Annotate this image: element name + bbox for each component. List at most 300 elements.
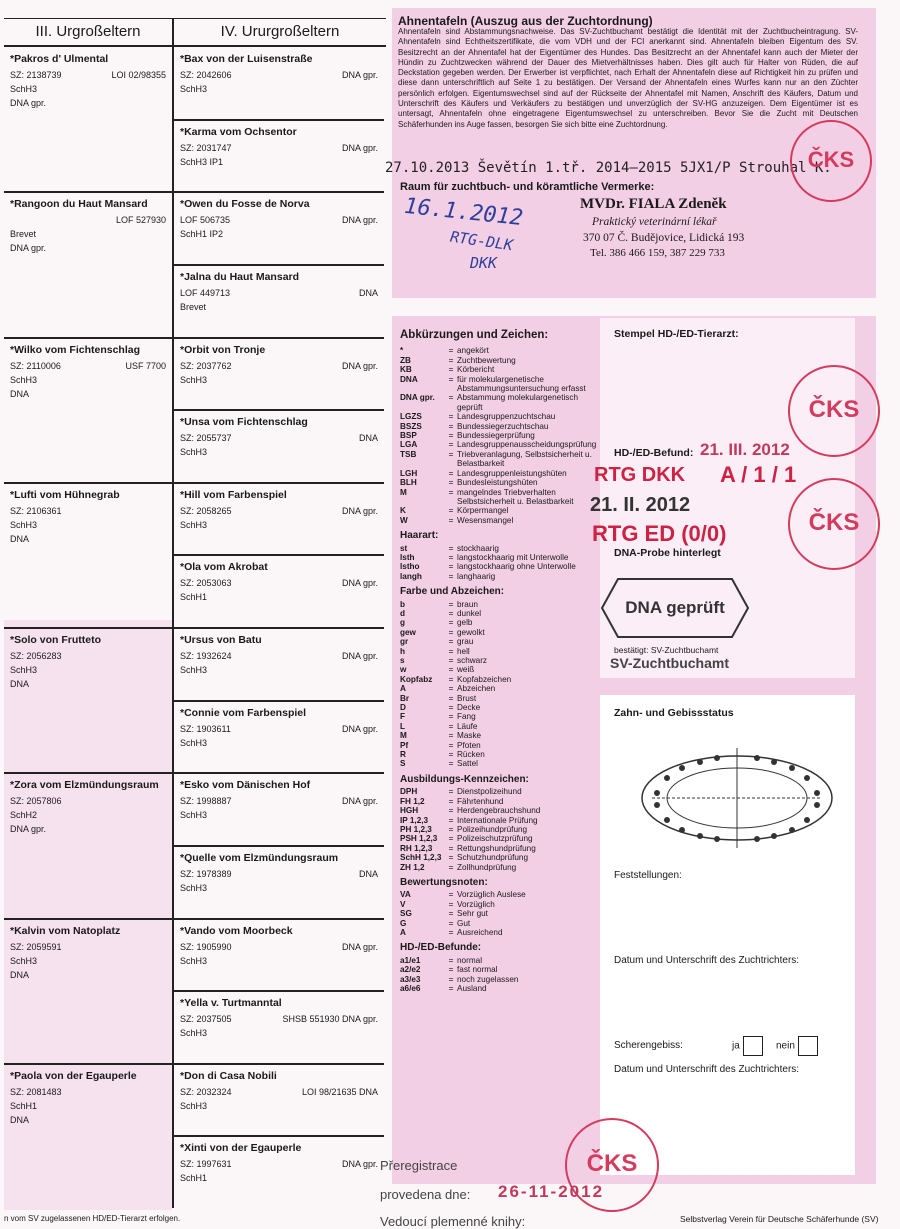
farbe-value: Sattel [457, 759, 478, 769]
hd-equals: = [448, 965, 454, 975]
haar-key: langh [400, 571, 422, 581]
bew-equals: = [448, 918, 454, 928]
farbe-value: Pfoten [457, 740, 481, 750]
gen3-divider [4, 772, 172, 774]
abbr-equals: = [448, 468, 454, 478]
haar-value: stockhaarig [457, 543, 499, 553]
ausb-row [400, 863, 600, 872]
preregistrace-label: Přeregistrace [380, 1158, 458, 1173]
gen4-entry [174, 922, 384, 995]
abbr-row [400, 506, 600, 515]
gen3-line4: DNA [10, 969, 30, 980]
ausb-equals: = [448, 796, 454, 806]
farbe-value: Maske [457, 731, 482, 741]
gen4-reg: DNA gpr. [341, 723, 378, 734]
hd-value: noch zugelassen [457, 974, 519, 984]
gen4-sz: SZ: 1978389 [180, 868, 232, 879]
gen4-name: *Connie vom Farbenspiel [180, 706, 307, 719]
farbe-key: L [400, 721, 406, 731]
gen3-reg-row [10, 68, 166, 82]
gen4-name: *Ola vom Akrobat [180, 561, 268, 574]
hd-row [400, 965, 600, 974]
gen4-reg: DNA gpr. [341, 941, 378, 952]
gen4-line3: SchH3 [180, 737, 208, 748]
abbr-value: Bundessiegerzuchtschau [457, 421, 549, 431]
ja-checkbox[interactable] [743, 1036, 763, 1056]
ja-label [732, 1036, 763, 1056]
nein-checkbox[interactable] [798, 1036, 818, 1056]
ahnentafeln-text: Ahnentafeln sind Abstammungsnachweise. Das SV-Zuchtbuchamt bestätigt die Identität mit der Zuchtbucheintragung. SV-Ahnentafeln sind Echtheitszertifikate, die vom VDH und der FCI anerkannt sind. Ahnentafeln bleiben Eigentum des SV. Besitzrecht an der Ahnentafel hat der Eigentümer des Hundes. Das Besitzrecht an der Ahnentafel kann auch der Mieter der Hündin zu Zuchtzwecken während der Dauer des Mietverhältnisses haben. Dies gilt auch für Halter von Rüden, die auf Deckstation gegeben werden. Der Erwerber ist verpflichtet, nach Erhalt der Ahnentafeln diese auf Richtigkeit hin zu prüfen und diese dann unterschriftlich auf Seite 1 zu bestätigen. Der Versand der Ahnentafeln eines Wurfes kann nur an den Züchter persönlich erfolgen. Eigentumswechsel sind auf der Rückseite der Ahnentafel mit Namen, Anschrift des Käufers, Datum und Unterschrift des Käufers und Verkäufers zu bestätigen und unverzüglich der SV-HG anzuzeigen. Dem Eigentümer ist es untersagt, Ahnentafeln ohne eingetragene Eigentumswechsel zu unterschreiben. Bevor Sie die Zucht mit Deutschen Schäferhunden ins Auge fassen, besorgen Sie sich bitte eine Zuchtordnung. [398, 27, 858, 129]
abbr-key: DNA [400, 374, 418, 384]
farbe-equals: = [448, 684, 454, 694]
gen4-reg-row [180, 867, 378, 881]
abbr-key: BSZS [400, 421, 422, 431]
gen3-name: *Lufti vom Hühnegrab [10, 488, 120, 501]
farbe-value: Rücken [457, 750, 485, 760]
farbe-value: grau [457, 637, 474, 647]
ausb-key: HGH [400, 806, 419, 816]
gen3-entry [4, 50, 172, 195]
abbr-key: DNA gpr. [400, 393, 435, 403]
gen4-header: IV. Ururgroßeltern [172, 18, 386, 47]
abbr-key: M [400, 487, 407, 497]
farbe-equals: = [448, 712, 454, 722]
farbe-key: g [400, 618, 406, 628]
abbr-equals: = [448, 515, 454, 525]
gen4-divider [174, 1063, 384, 1065]
bew-key: A [400, 927, 406, 937]
farbe-equals: = [448, 750, 454, 760]
haar-row [400, 562, 600, 571]
gen3-reg-row [10, 649, 166, 663]
ausb-row [400, 787, 600, 796]
abbr-equals: = [448, 346, 454, 356]
zahn-label: Zahn- und Gebissstatus [614, 707, 734, 719]
abbr-key: * [400, 346, 404, 356]
abbr-title: Abkürzungen und Zeichen: [400, 329, 549, 341]
gen4-entry [174, 849, 384, 922]
gen4-sz: SZ: 2031747 [180, 142, 232, 153]
ausb-equals: = [448, 824, 454, 834]
handwritten-date: 16.1.2012 [403, 193, 525, 232]
farbe-value: braun [457, 599, 478, 609]
abbr-row [400, 393, 600, 412]
farbe-key: M [400, 731, 407, 741]
abbr-equals: = [448, 374, 454, 384]
ausb-title: Ausbildungs-Kennzeichen: [400, 773, 529, 785]
bew-value: Vorzüglich Auslese [457, 890, 526, 900]
gen4-reg-row [180, 1012, 378, 1026]
abbr-equals: = [448, 365, 454, 375]
gen4-line3: SchH3 IP1 [180, 156, 224, 167]
ausb-equals: = [448, 834, 454, 844]
gen3-name: *Paola von der Egauperle [10, 1069, 137, 1082]
farbe-equals: = [448, 740, 454, 750]
ausb-key: PSH 1,2,3 [400, 834, 438, 844]
haar-key: lstho [400, 562, 420, 572]
gen3-header: III. Urgroßeltern [4, 18, 172, 47]
gen4-line3: SchH3 [180, 374, 208, 385]
vedouci-label: Vedoucí plemenné knihy: [380, 1214, 526, 1229]
ausb-row [400, 816, 600, 825]
ausb-key: FH 1,2 [400, 796, 425, 806]
abbr-equals: = [448, 506, 454, 516]
ausb-equals: = [448, 815, 454, 825]
dna-probe-label: DNA-Probe hinterlegt [614, 547, 721, 559]
farbe-value: schwarz [457, 656, 488, 665]
gen4-name: *Don di Casa Nobili [180, 1069, 277, 1082]
bew-value: Vorzüglich [457, 899, 495, 909]
hd-key: a2/e2 [400, 965, 421, 975]
cks-stamp-bottom-logo: ČKS [586, 1150, 638, 1177]
gen3-sz: SZ: 2056283 [10, 651, 62, 661]
bew-value: Sehr gut [457, 909, 488, 919]
dna-stamp [600, 577, 750, 639]
farbe-key: Kopfabz [400, 674, 433, 684]
gen3-name: *Kalvin vom Natoplatz [10, 924, 121, 937]
ausb-equals: = [448, 806, 454, 816]
ausb-value: Dienstpolizeihund [457, 787, 522, 797]
bew-key: G [400, 918, 407, 928]
gen3-reg-row [10, 504, 166, 518]
gen4-entry [174, 1067, 384, 1140]
farbe-equals: = [448, 721, 454, 731]
gen3-name: *Rangoon du Haut Mansard [10, 198, 148, 211]
gen4-divider [174, 1135, 384, 1137]
ausb-row [400, 853, 600, 862]
gen3-name: *Pakros d' Ulmental [10, 53, 109, 65]
abbr-row [400, 422, 600, 431]
cks-stamp-mid1 [788, 365, 880, 457]
gen4-sz: LOF 506735 [180, 215, 231, 226]
haar-equals: = [448, 562, 454, 572]
teeth-diagram-icon [632, 738, 842, 858]
abbr-key: TSB [400, 449, 417, 459]
gen4-sz: SZ: 1998887 [180, 796, 232, 807]
gen4-divider [174, 337, 384, 339]
gen4-name: *Esko vom Dänischen Hof [180, 779, 311, 792]
ausb-value: Internationale Prüfung [457, 815, 538, 825]
gen3-sz: SZ: 2059591 [10, 941, 62, 952]
gen3-name: *Wilko vom Fichtenschlag [10, 343, 141, 356]
gen4-line3: SchH3 [180, 810, 208, 821]
farbe-row [400, 741, 600, 750]
gen4-sz: SZ: 1997631 [180, 1159, 232, 1170]
haar-key: lsth [400, 552, 415, 562]
gen4-entry [174, 1139, 384, 1212]
gen4-entry [174, 341, 384, 414]
abbr-row [400, 469, 600, 478]
abbr-value: Zuchtbewertung [457, 355, 516, 365]
farbe-value: dunkel [457, 608, 482, 618]
abbr-value: mangelndes Triebverhalten Selbstsicherheit u. Belastbarkeit [457, 487, 574, 506]
haar-row [400, 572, 600, 581]
gen4-divider [174, 627, 384, 629]
gen4-entry [174, 50, 384, 123]
hd-items [400, 956, 600, 994]
gen4-sz: SZ: 2053063 [180, 578, 232, 589]
farbe-equals: = [448, 674, 454, 684]
gen4-entry [174, 413, 384, 486]
gen3-line3: SchH3 [10, 84, 38, 94]
gen3-sz: SZ: 2081483 [10, 1086, 62, 1097]
farbe-row [400, 684, 600, 693]
gen4-line3: SchH3 [180, 665, 208, 675]
gen4-sz: SZ: 2058265 [180, 505, 232, 516]
bew-items [400, 890, 600, 937]
abbr-row [400, 478, 600, 487]
gen4-name: *Bax von der Luisenstraße [180, 53, 313, 65]
gen4-entry [174, 994, 384, 1067]
abbr-value: Körbericht [457, 365, 495, 375]
gen3-line3: SchH3 [10, 519, 38, 530]
gen3-name: *Zora vom Elzmündungsraum [10, 779, 159, 792]
ausb-items [400, 787, 600, 872]
gen3-entry [4, 486, 172, 631]
farbe-key: D [400, 703, 406, 713]
abbr-key: KB [400, 365, 412, 375]
farbe-row [400, 600, 600, 609]
gen4-name: *Hill vom Farbenspiel [180, 488, 287, 501]
provedena-date: 26-11-2012 [498, 1182, 605, 1201]
cks-stamp-mid1-logo: ČKS [808, 396, 860, 423]
abbr-value: Bundesleistungshüten [457, 478, 538, 488]
farbe-row [400, 722, 600, 731]
gen3-sz: SZ: 2110006 [10, 360, 61, 371]
abbr-row [400, 346, 600, 355]
farbe-key: d [400, 608, 406, 618]
gen3-divider [4, 191, 172, 193]
gen4-sz: SZ: 1932624 [180, 651, 232, 661]
handwritten-rtg-dlk: RTG-DLK [449, 227, 515, 255]
abbr-value: angekört [457, 346, 489, 356]
abbr-row [400, 450, 600, 469]
gen3-entry [4, 776, 172, 921]
dna-confirm: bestätigt: SV-Zuchtbuchamt [614, 645, 719, 655]
abbr-row [400, 431, 600, 440]
dna-stamp-text: DNA geprüft [625, 598, 725, 617]
gen4-name: *Unsa vom Fichtenschlag [180, 416, 308, 429]
gen4-name: *Karma vom Ochsentor [180, 125, 297, 138]
farbe-value: Fang [457, 712, 476, 722]
gen4-reg-row [180, 1085, 378, 1099]
gen4-name: *Owen du Fosse de Norva [180, 198, 310, 211]
farbe-row [400, 759, 600, 768]
gen4-reg-row [180, 431, 378, 445]
hd-befund-label: HD-/ED-Befund: [614, 447, 694, 459]
farbe-row [400, 628, 600, 637]
gen4-entry [174, 486, 384, 559]
gen4-reg-row [180, 359, 378, 373]
abbr-key: BSP [400, 431, 417, 441]
gen4-entry [174, 123, 384, 196]
bew-row [400, 900, 600, 909]
gen4-entry [174, 558, 384, 631]
abbr-value: Bundessiegerprüfung [457, 431, 535, 441]
farbe-equals: = [448, 703, 454, 713]
gen3-line4: DNA gpr. [10, 824, 47, 835]
abbr-equals: = [448, 421, 454, 431]
farbe-row [400, 731, 600, 740]
vet-title: Praktický veterinární lékař [592, 216, 717, 228]
bew-row [400, 928, 600, 937]
cks-stamp-mid2 [788, 478, 880, 570]
bew-key: SG [400, 909, 412, 919]
cks-stamp-top [790, 120, 872, 202]
hd-value: fast normal [457, 965, 498, 975]
hd-key: a6/e6 [400, 984, 421, 993]
gen4-name: *Xinti von der Egauperle [180, 1142, 302, 1155]
abbr-key: LGH [400, 468, 418, 478]
ausb-value: Polizeihundprüfung [457, 824, 528, 834]
scherengebiss-label: Scherengebiss: [614, 1040, 683, 1051]
farbe-row [400, 618, 600, 627]
farbe-row [400, 712, 600, 721]
ahnentafeln-title: Ahnentafeln (Auszug aus der Zuchtordnung) [398, 14, 653, 28]
ausb-key: IP 1,2,3 [400, 815, 429, 825]
gen4-reg: DNA gpr. [341, 1159, 378, 1170]
bew-row [400, 919, 600, 928]
bew-value: Ausreichend [457, 927, 503, 937]
cks-stamp-mid2-logo: ČKS [808, 509, 860, 536]
gen3-reg-row [10, 1085, 166, 1099]
gen4-reg-row [180, 286, 378, 300]
bew-title: Bewertungsnoten: [400, 876, 488, 888]
abbr-row [400, 375, 600, 394]
gen4-reg-row [180, 504, 378, 518]
ausb-row [400, 834, 600, 843]
farbe-value: Decke [457, 703, 481, 713]
gen4-reg: DNA [358, 287, 378, 298]
gen3-line4: DNA [10, 679, 30, 689]
gen4-sz: SZ: 1905990 [180, 941, 232, 952]
cks-stamp-top-logo: ČKS [807, 147, 855, 172]
hd-key: a3/e3 [400, 974, 421, 984]
ausb-key: ZH 1,2 [400, 862, 425, 872]
pedigree-table [4, 18, 384, 1208]
sv-zuchtbuchamt: SV-Zuchtbuchamt [610, 655, 730, 671]
abbr-key: BLH [400, 478, 417, 488]
ausb-key: RH 1,2,3 [400, 843, 433, 853]
gen4-reg: SHSB 551930 DNA gpr. [282, 1014, 378, 1025]
abbr-equals: = [448, 393, 454, 403]
ausb-equals: = [448, 843, 454, 853]
gen4-reg: DNA gpr. [341, 215, 378, 226]
farbe-key: b [400, 599, 406, 609]
abbr-value: Abstammung molekulargenetisch geprüft [457, 393, 579, 412]
gen3-name: *Solo von Frutteto [10, 634, 101, 646]
farbe-key: S [400, 759, 406, 769]
farbe-row [400, 637, 600, 646]
gen3-line3: Brevet [10, 229, 37, 240]
gen3-divider [4, 918, 172, 920]
abbr-value: Wesensmangel [457, 515, 514, 525]
abbr-value: Körpermangel [457, 506, 509, 516]
gen3-divider [4, 627, 172, 629]
gen3-divider [4, 337, 172, 339]
bew-equals: = [448, 927, 454, 937]
gen4-divider [174, 409, 384, 411]
gen4-entry [174, 268, 384, 341]
farbe-value: hell [457, 646, 470, 656]
bew-equals: = [448, 890, 454, 900]
ausb-value: Rettungshundprüfung [457, 843, 536, 853]
provedena-label: provedena dne: [380, 1187, 471, 1202]
bew-equals: = [448, 909, 454, 919]
ausb-row [400, 806, 600, 815]
abbr-row [400, 440, 600, 449]
gen4-reg: DNA gpr. [341, 70, 378, 80]
hd-row [400, 984, 600, 993]
gen4-reg-row [180, 649, 378, 663]
farbe-value: Abzeichen [457, 684, 496, 694]
gen4-line3: SchH3 [180, 1100, 208, 1111]
bew-key: V [400, 899, 406, 909]
ausb-value: Fährtenhund [457, 796, 504, 806]
gen3-reg-row [10, 794, 166, 808]
gen4-reg: DNA gpr. [341, 360, 378, 371]
abbr-row [400, 365, 600, 374]
abbr-row [400, 488, 600, 507]
typed-registration-line: 27.10.2013 Ševětín 1.tř. 2014–2015 5JX1/P Strouhal K. [385, 160, 832, 176]
abbr-value: Landesgruppenausscheidungsprüfung [457, 440, 597, 450]
gen4-divider [174, 845, 384, 847]
farbe-key: gew [400, 627, 416, 637]
gen4-line3: SchH3 [180, 882, 208, 893]
gen4-line3: SchH3 [180, 955, 208, 966]
farbe-value: gelb [457, 618, 473, 628]
abbr-equals: = [448, 487, 454, 497]
farbe-key: gr [400, 637, 409, 647]
vet-phone: Tel. 386 466 159, 387 229 733 [590, 247, 725, 259]
gen4-line3: SchH3 [180, 447, 208, 458]
ausb-row [400, 797, 600, 806]
farbe-equals: = [448, 637, 454, 647]
farbe-key: s [400, 656, 405, 665]
hd-befund-date: 21. III. 2012 [700, 440, 790, 459]
ausb-key: PH 1,2,3 [400, 824, 432, 834]
ausb-equals: = [448, 862, 454, 872]
gen3-line4: DNA gpr. [10, 98, 47, 108]
hd-row [400, 956, 600, 965]
gen4-sz: SZ: 1903611 [180, 723, 231, 734]
abbr-equals: = [448, 449, 454, 459]
gen4-reg: DNA gpr. [341, 796, 378, 807]
hd-value: Ausland [457, 984, 487, 993]
nein-text: nein [776, 1040, 795, 1052]
feststellungen-label: Feststellungen: [614, 870, 682, 881]
gen4-reg: LOI 98/21635 DNA [301, 1086, 378, 1097]
handwritten-dkk: DKK [470, 254, 498, 272]
farbe-key: R [400, 750, 406, 760]
abbr-key: W [400, 515, 408, 525]
ausb-row [400, 825, 600, 834]
gen3-reg-row [10, 940, 166, 954]
gen4-divider [174, 554, 384, 556]
gen3-line3: SchH1 [10, 1100, 38, 1111]
abbr-value: Landesgruppenzuchtschau [457, 412, 556, 422]
gen4-divider [174, 482, 384, 484]
ausb-row [400, 844, 600, 853]
hd-row [400, 975, 600, 984]
gen3-line4: DNA [10, 1114, 30, 1125]
farbe-equals: = [448, 656, 454, 665]
gen3-line4: DNA gpr. [10, 243, 47, 254]
farbe-equals: = [448, 693, 454, 703]
gen3-line3: SchH3 [10, 665, 38, 675]
gen3-reg: USF 7700 [125, 360, 166, 371]
abbr-equals: = [448, 355, 454, 365]
